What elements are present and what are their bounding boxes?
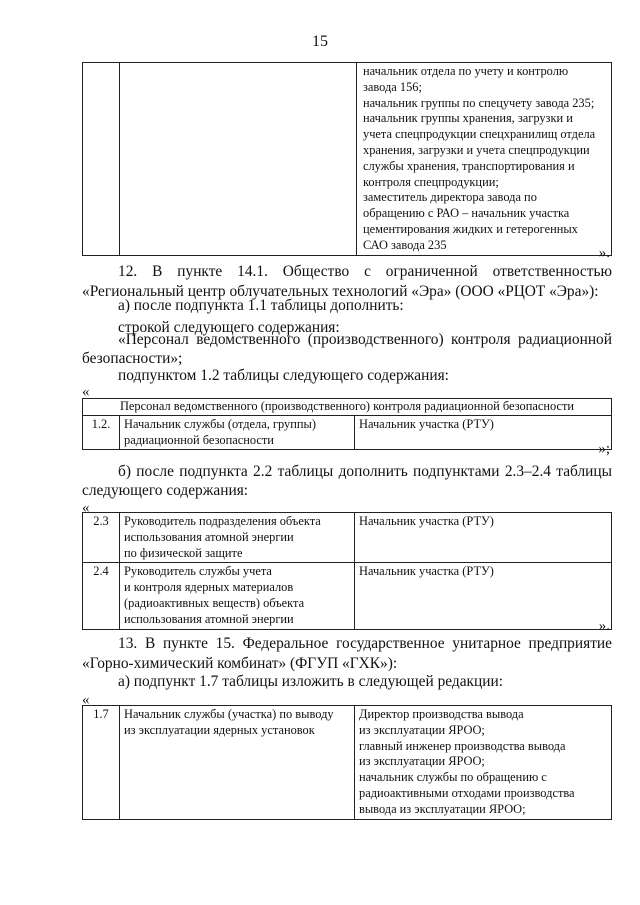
- text-line: цементирования жидких и гетерогенных: [363, 221, 578, 236]
- text-line: радиоактивными отходами производства: [359, 785, 575, 800]
- table-row: [83, 63, 612, 256]
- closing-quote: ».: [598, 245, 610, 261]
- paragraph-12-b-line-1: б) после подпункта 2.2 таблицы дополнить подпунктами 2.3–2.4 таблицы: [118, 463, 612, 480]
- text-line: и контроля ядерных материалов: [124, 580, 294, 595]
- text-line: использования атомной энергии: [124, 611, 294, 626]
- opening-quote: «: [82, 384, 90, 400]
- table-cell-number: 2.3: [83, 513, 120, 563]
- text-line: учета спецпродукции спецхранилищ отдела: [363, 127, 596, 142]
- table-cell-responsible: [355, 706, 612, 820]
- table-cell-number: 2.4: [83, 563, 120, 629]
- paragraph-12-a: а) после подпункта 1.1 таблицы дополнить:: [118, 297, 404, 314]
- table-header-cell: Персонал ведомственного (производственного) контроля радиационной безопасности: [83, 399, 612, 416]
- table-cell-number: 1.7: [83, 706, 120, 820]
- paragraph-13-line-2: «Горно-химический комбинат» (ФГУП «ГХК»):: [82, 655, 398, 672]
- closing-quote: ».: [598, 618, 610, 634]
- text-line: заместитель директора завода по: [363, 190, 537, 205]
- table-subitems-2-3-2-4: [82, 512, 612, 630]
- opening-quote: «: [82, 500, 90, 516]
- closing-quote: »;: [598, 441, 610, 457]
- table-row: [83, 513, 612, 563]
- text-line: начальник службы по обращению с: [359, 770, 547, 785]
- paragraph-12-line-2: «Региональный центр облучательных технологий «Эра» (ООО «РЦОТ «Эра»):: [82, 283, 599, 300]
- text-line: использования атомной энергии: [124, 529, 294, 544]
- table-cell-position: [120, 415, 355, 450]
- text-line: Начальник службы (участка) по выводу: [124, 707, 334, 721]
- table-cell-number: [83, 63, 120, 256]
- text-line: радиационной безопасности: [124, 432, 274, 447]
- table-cell-responsible: [357, 63, 612, 256]
- paragraph-12-sub: подпунктом 1.2 таблицы следующего содержания:: [118, 367, 449, 384]
- text-line: из эксплуатации ЯРОО;: [359, 754, 485, 769]
- paragraph-12-b-line-2: следующего содержания:: [82, 482, 249, 499]
- table-row: [83, 415, 612, 450]
- continued-table: [82, 62, 612, 256]
- opening-quote: «: [82, 692, 90, 708]
- table-subitem-1-7: [82, 705, 612, 820]
- table-cell-position: [120, 63, 357, 256]
- paragraph-12-line-1: 12. В пункте 14.1. Общество с ограниченной ответственностью: [118, 263, 612, 280]
- text-line: завода 156;: [363, 79, 422, 94]
- table-cell-position: [120, 706, 355, 820]
- paragraph-13-a: а) подпункт 1.7 таблицы изложить в следующей редакции:: [118, 673, 504, 690]
- text-line: по физической защите: [124, 545, 243, 560]
- text-line: главный инженер производства вывода: [359, 738, 566, 753]
- table-row: [83, 706, 612, 820]
- text-line: САО завода 235: [363, 237, 447, 252]
- text-line: из эксплуатации ядерных установок: [124, 722, 315, 737]
- text-line: обращению с РАО – начальник участка: [363, 206, 570, 221]
- table-subitem-1-2: [82, 398, 612, 450]
- text-line: из эксплуатации ЯРОО;: [359, 722, 485, 737]
- text-line: (радиоактивных веществ) объекта: [124, 595, 305, 610]
- paragraph-13-line-1: 13. В пункте 15. Федеральное государственное унитарное предприятие: [118, 635, 612, 652]
- table-cell-position: [120, 563, 355, 629]
- text-line: начальник группы хранения, загрузки и: [363, 111, 573, 126]
- text-line: службы хранения, транспортирования и: [363, 158, 575, 173]
- table-cell-responsible: Начальник участка (РТУ): [355, 513, 612, 563]
- table-cell-position: [120, 513, 355, 563]
- page-number: 15: [312, 33, 328, 50]
- text-line: Директор производства вывода: [359, 707, 524, 721]
- text-line: контроля спецпродукции;: [363, 174, 499, 189]
- table-cell-responsible: Начальник участка (РТУ): [355, 415, 612, 450]
- paragraph-12-row: строкой следующего содержания:: [118, 319, 340, 336]
- table-header-row: [83, 399, 612, 416]
- text-line: Руководитель службы учета: [124, 564, 272, 579]
- table-row: [83, 563, 612, 629]
- text-line: Начальник службы (отдела, группы): [124, 416, 316, 431]
- text-line: вывода из эксплуатации ЯРОО;: [359, 801, 526, 816]
- table-cell-responsible: Начальник участка (РТУ): [355, 563, 612, 629]
- text-line: начальник группы по спецучету завода 235;: [363, 95, 595, 110]
- text-line: хранения, загрузки и учета спецпродукции: [363, 142, 590, 157]
- table-cell-number: 1.2.: [83, 415, 120, 450]
- text-line: Руководитель подразделения объекта: [124, 514, 321, 528]
- paragraph-12-quote-line-2: безопасности»;: [82, 350, 183, 367]
- text-line: начальник отдела по учету и контролю: [363, 64, 569, 78]
- paragraph-12-quote-line-1: «Персонал ведомственного (производственного) контроля радиационной: [118, 331, 612, 348]
